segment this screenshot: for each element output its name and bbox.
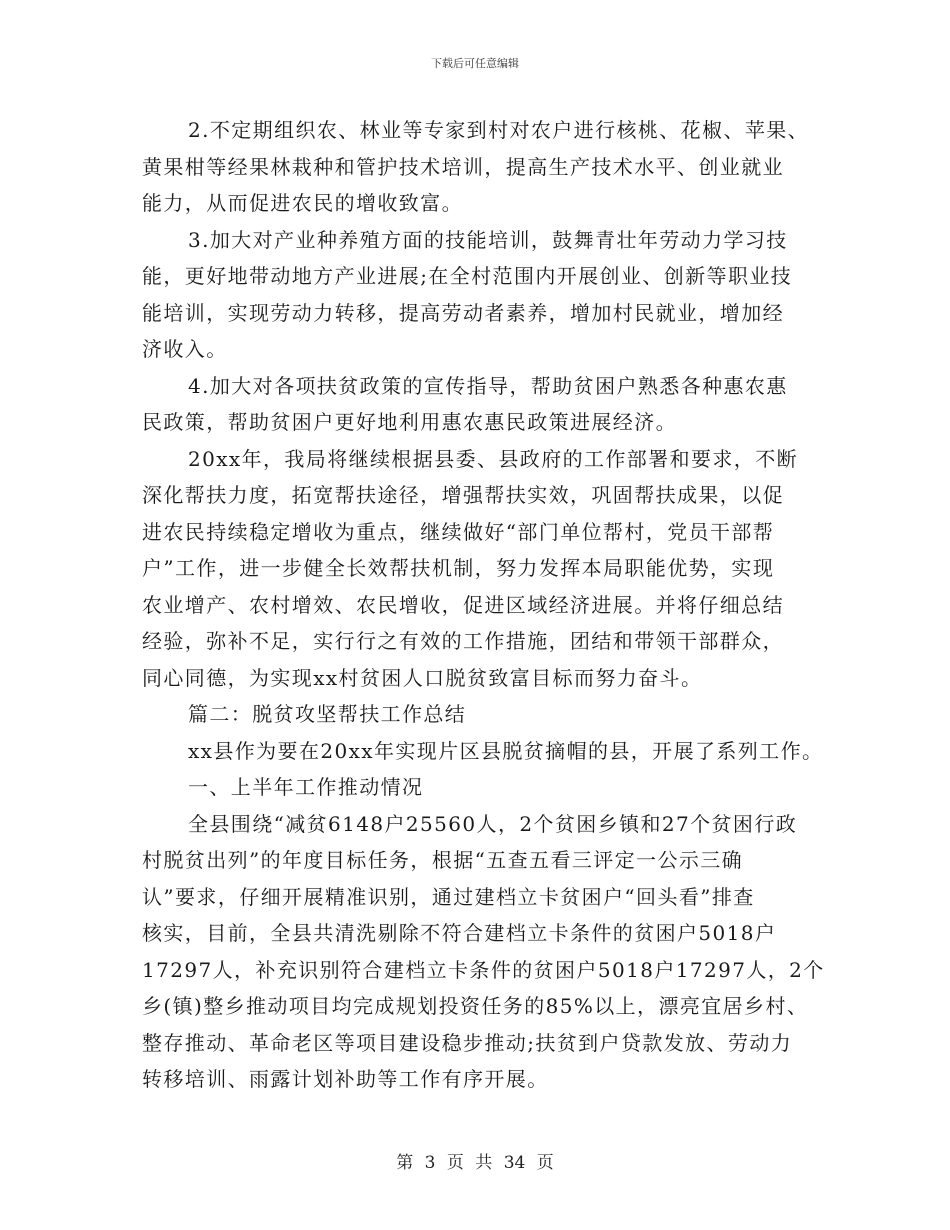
text-line: 民政策，帮助贫困户更好地利用惠农惠民政策进展经济。	[142, 410, 677, 434]
text-line: 20xx年，我局将继续根据县委、县政府的工作部署和要求，不断	[188, 446, 799, 471]
text-line: 深化帮扶力度，拓宽帮扶途径，增强帮扶实效，巩固帮扶成果，以促	[142, 483, 784, 507]
text-line: 农业增产、农村增效、农民增收，促进区域经济进展。并将仔细总结	[142, 592, 784, 617]
document-body	[142, 112, 842, 1098]
text-line: 济收入。	[142, 337, 228, 361]
text-line: 黄果柑等经果林栽种和管护技术培训，提高生产技术水平、创业就业	[142, 154, 784, 179]
text-line: 同心同德，为实现xx村贫困人口脱贫致富目标而努力奋斗。	[142, 665, 703, 690]
text-line: 能力，从而促进农民的增收致富。	[142, 191, 463, 215]
text-line: 能培训，实现劳动力转移，提高劳动者素养，增加村民就业，增加经	[142, 300, 784, 325]
text-line: 核实，目前，全县共清洗剔除不符合建档立卡条件的贫困户5018户	[142, 921, 777, 945]
text-line: 进农民持续稳定增收为重点，继续做好“部门单位帮村，党员干部帮	[142, 519, 775, 544]
text-line: 经验，弥补不足，实行行之有效的工作措施，团结和带领干部群众，	[142, 629, 784, 653]
text-line: 17297人，补充识别符合建档立卡条件的贫困户5018户17297人，2个	[142, 957, 825, 982]
text-line: 户”工作，进一步健全长效帮扶机制，努力发挥本局职能优势，实现	[142, 556, 775, 580]
text-line: 整存推动、革命老区等项目建设稳步推动;扶贫到户贷款发放、劳动力	[142, 1030, 793, 1055]
text-line: 乡(镇)整乡推动项目均完成规划投资任务的85%以上，漂亮宜居乡村、	[142, 994, 809, 1018]
text-line: xx县作为要在20xx年实现片区县脱贫摘帽的县，开展了系列工作。	[188, 738, 824, 763]
text-line: 2.不定期组织农、林业等专家到村对农户进行核桃、花椒、苹果、	[188, 118, 810, 142]
text-line: 能，更好地带动地方产业进展;在全村范围内开展创业、创新等职业技	[142, 264, 793, 288]
text-line: 4.加大对各项扶贫政策的宣传指导，帮助贫困户熟悉各种惠农惠	[188, 373, 788, 398]
text-line: 全县围绕“减贫6148户25560人，2个贫困乡镇和27个贫困行政	[188, 811, 798, 836]
text-line: 村脱贫出列”的年度目标任务，根据“五查五看三评定一公示三确	[142, 848, 744, 872]
text-line: 3.加大对产业种养殖方面的技能培训，鼓舞青壮年劳动力学习技	[188, 227, 788, 252]
text-line: 一、上半年工作推动情况	[188, 775, 424, 799]
text-line: 篇二：脱贫攻坚帮扶工作总结	[188, 702, 467, 726]
page-footer: 第 3 页 共 34 页	[396, 1153, 554, 1173]
page-header: 下载后可任意编辑	[431, 57, 519, 70]
text-line: 转移培训、雨露计划补助等工作有序开展。	[142, 1067, 549, 1091]
text-line: 认”要求，仔细开展精准识别，通过建档立卡贫困户“回头看”排查	[142, 884, 755, 909]
